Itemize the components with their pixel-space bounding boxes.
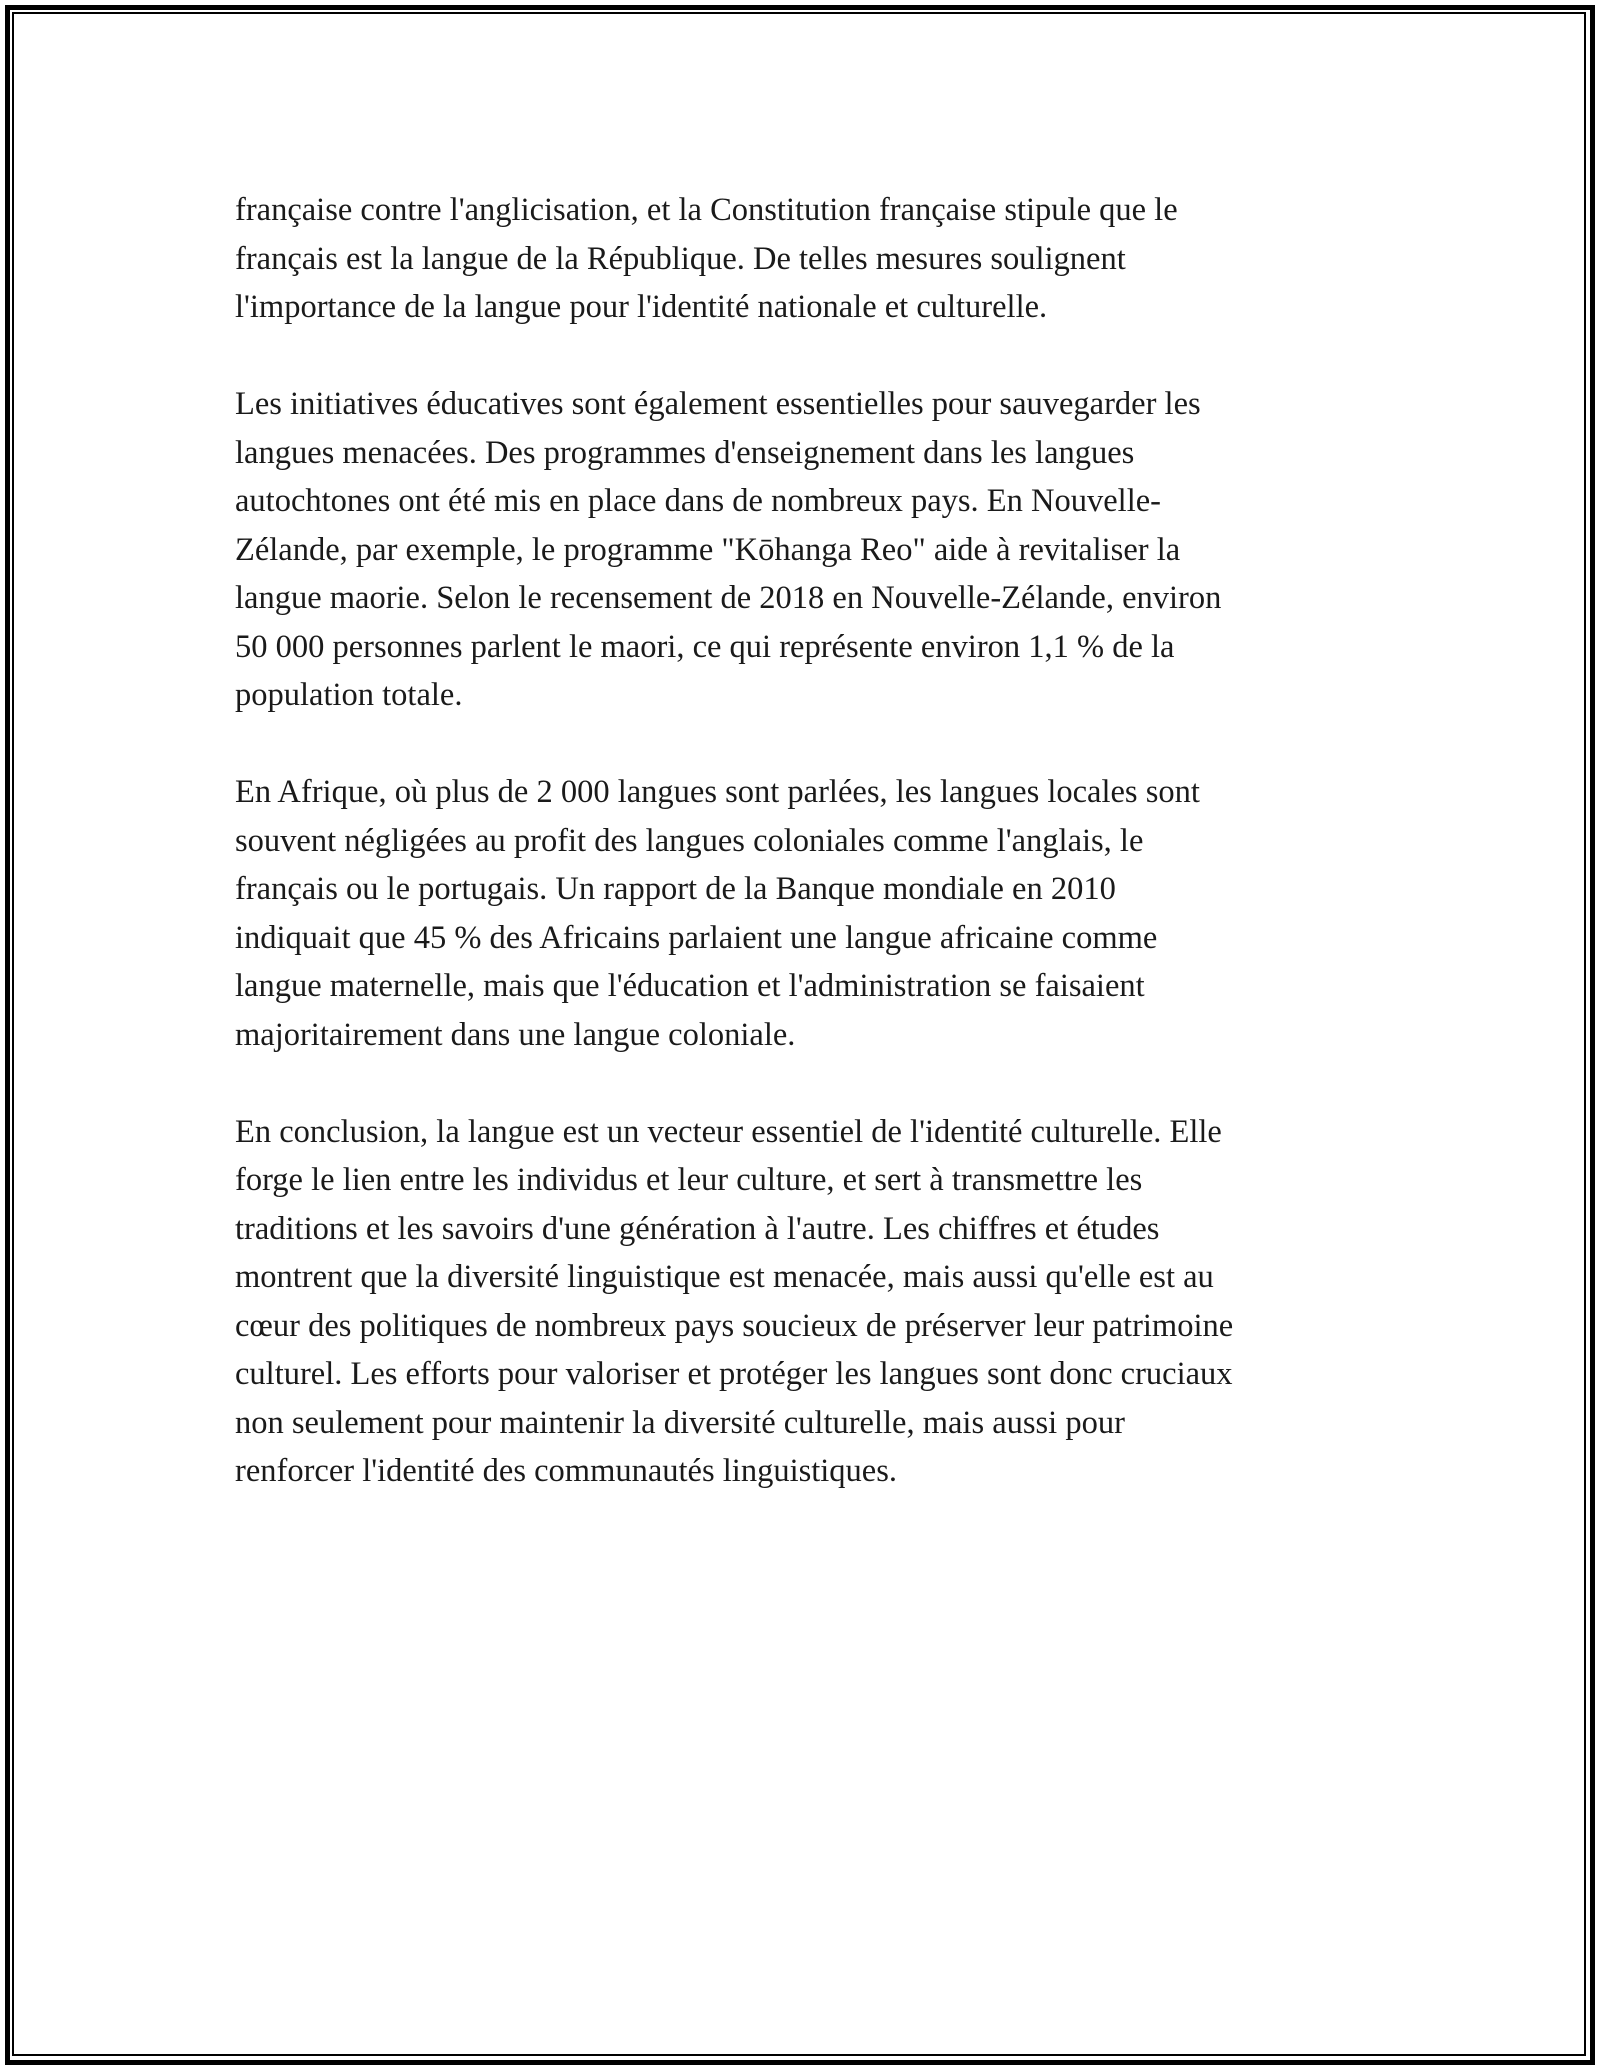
paragraph-conclusion: En conclusion, la langue est un vecteur essentiel de l'identité culturelle. Elle forge le lien entre les individus et leur culture, et sert à transmettre les traditions et les savoirs d'une génération à l'autre. Les chiffres et études montrent que la diversité linguistique est menacée, mais aussi qu'elle est au cœur des politiques de nombreux pays soucieux de préserver leur patrimoine culturel. Les efforts pour valoriser et protéger les langues sont donc cruciaux non seulement pour maintenir la diversité culturelle, mais aussi pour renforcer l'identité des communautés linguistiques. (235, 1113, 1234, 1489)
document-body (235, 186, 1375, 1544)
paragraph-africa-languages: En Afrique, où plus de 2 000 langues sont parlées, les langues locales sont souvent négligées au profit des langues coloniales comme l'anglais, le français ou le portugais. Un rapport de la Banque mondiale en 2010 indiquait que 45 % des Africains parlaient une langue africaine comme langue maternelle, mais que l'éducation et l'administration se faisaient majoritairement dans une langue coloniale. (235, 774, 1200, 1053)
paragraph-french-language-protection: française contre l'anglicisation, et la Constitution française stipule que le français est la langue de la République. De telles mesures soulignent l'importance de la langue pour l'identité nationale et culturelle. (235, 192, 1178, 325)
paragraph-educational-initiatives: Les initiatives éducatives sont également essentielles pour sauvegarder les langues menacées. Des programmes d'enseignement dans les langues autochtones ont été mis en place dans de nombreux pays. En Nouvelle- Zélande, par exemple, le programme "Kōhanga Reo" aide à revitaliser la langue maorie. Selon le recensement de 2018 en Nouvelle-Zélande, environ 50 000 personnes parlent le maori, ce qui représente environ 1,1 % de la population totale. (235, 386, 1222, 713)
